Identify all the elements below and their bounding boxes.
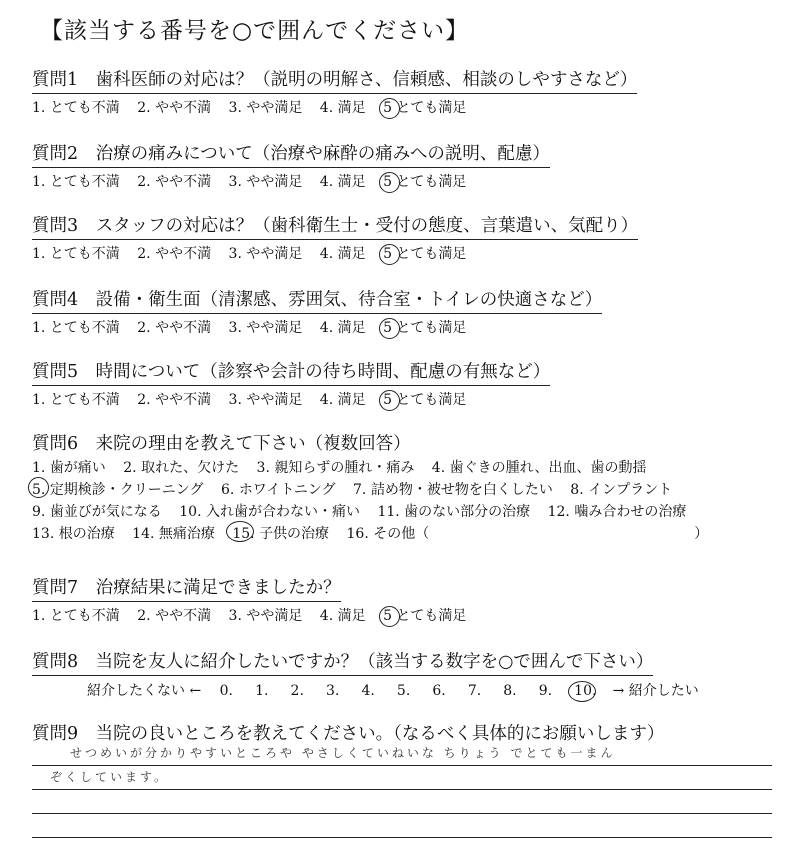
selected-option-circle[interactable]: 5 [383, 392, 392, 408]
option-label: 歯並びが気になる [49, 504, 162, 520]
option-number[interactable]: 1. [32, 460, 46, 476]
option-number[interactable]: 2. [137, 320, 151, 336]
option-label: 満足 [337, 392, 366, 408]
option-number[interactable]: 2. [137, 100, 151, 116]
option-number[interactable]: 2. [137, 174, 151, 190]
question-8 [32, 648, 792, 700]
option-label: やや満足 [246, 246, 303, 262]
question-5 [32, 358, 792, 409]
scale-number[interactable]: 3. [326, 683, 340, 699]
answer-line-4[interactable] [32, 814, 772, 838]
option-label: やや満足 [246, 608, 303, 624]
option-label: やや満足 [246, 320, 303, 336]
option-label: とても不満 [49, 608, 120, 624]
option-label: やや満足 [246, 174, 303, 190]
answer-line-3[interactable] [32, 790, 772, 814]
option-number[interactable]: 2. [123, 460, 137, 476]
selected-option-circle[interactable]: 5 [383, 320, 392, 336]
option-label: やや不満 [155, 392, 212, 408]
scale-number[interactable]: 2. [290, 683, 304, 699]
scale-number[interactable]: 9. [538, 683, 553, 699]
option-label: とても満足 [396, 608, 467, 624]
question-6-row-2 [32, 479, 792, 501]
question-6-row-3 [32, 501, 792, 523]
scale-number[interactable]: 7. [467, 683, 482, 699]
option-number[interactable]: 1. [32, 174, 46, 190]
question-1 [32, 66, 792, 117]
option-number[interactable]: 2. [137, 392, 151, 408]
answer-line-2[interactable] [32, 766, 772, 790]
option-number[interactable]: 3. [228, 174, 242, 190]
option-label: 取れた、欠けた [141, 460, 240, 476]
option-label: やや不満 [155, 174, 212, 190]
option-label: やや不満 [155, 100, 212, 116]
option-label: とても不満 [49, 320, 120, 336]
option-label: やや不満 [155, 320, 212, 336]
option-label: とても満足 [396, 392, 467, 408]
scale-left-label: 紹介したくない ← [87, 683, 202, 699]
scale-number[interactable]: 1. [255, 683, 269, 699]
question-1-options [32, 97, 792, 117]
question-2-title: 質問2 治療の痛みについて（治療や麻酔の痛みへの説明、配慮） [32, 140, 550, 168]
question-2-options [32, 171, 792, 191]
question-6-title: 質問6 来院の理由を教えて下さい（複数回答） [32, 434, 411, 454]
selected-option-circle[interactable]: 5. [32, 479, 45, 501]
scale-number[interactable]: 5. [396, 683, 411, 699]
question-5-options [32, 389, 792, 409]
option-number[interactable]: 1. [32, 392, 46, 408]
option-number[interactable]: 3. [228, 246, 242, 262]
selected-option-circle[interactable]: 10. [574, 683, 608, 699]
option-number[interactable]: 2. [137, 246, 151, 262]
question-8-title: 質問8 当院を友人に紹介したいですか？（該当する数字を○で囲んで下さい） [32, 648, 653, 676]
option-number[interactable]: 11. [377, 504, 400, 520]
option-label: とても満足 [396, 100, 467, 116]
option-label: 歯が痛い [49, 460, 106, 476]
option-number[interactable]: 3. [228, 608, 242, 624]
option-number[interactable]: 4. [319, 100, 334, 116]
option-number[interactable]: 3. [228, 100, 242, 116]
selected-option-circle[interactable]: 5 [383, 246, 392, 262]
option-label: 入れ歯が合わない・痛い [205, 504, 360, 520]
option-label: やや不満 [155, 608, 212, 624]
question-6 [32, 430, 792, 545]
option-label: やや満足 [246, 392, 303, 408]
question-4 [32, 286, 792, 337]
closing-paren: ） [694, 526, 709, 542]
option-label: 満足 [337, 320, 366, 336]
option-label: とても不満 [49, 100, 120, 116]
question-3-options [32, 243, 792, 263]
question-7-title: 質問7 治療結果に満足できましたか？ [32, 574, 341, 602]
option-number[interactable]: 1. [32, 246, 46, 262]
option-number[interactable]: 4. [319, 392, 334, 408]
scale-number[interactable]: 6. [432, 683, 446, 699]
question-6-row-1 [32, 457, 792, 479]
question-7 [32, 574, 792, 625]
option-number[interactable]: 10. [179, 504, 202, 520]
option-label: とても不満 [49, 246, 120, 262]
option-label: 満足 [337, 174, 366, 190]
option-number[interactable]: 2. [137, 608, 151, 624]
scale-number[interactable]: 0. [219, 683, 233, 699]
option-label: やや満足 [246, 100, 303, 116]
option-label: 詰め物・被せ物を白くしたい [370, 482, 553, 498]
option-label: とても不満 [49, 174, 120, 190]
question-3-title: 質問3 スタッフの対応は？（歯科衛生士・受付の態度、言葉遣い、気配り） [32, 212, 638, 240]
option-label: とても不満 [49, 392, 120, 408]
question-4-options [32, 317, 792, 337]
option-label: 満足 [337, 608, 366, 624]
option-number[interactable]: 3. [256, 460, 270, 476]
question-2 [32, 140, 792, 191]
option-number[interactable]: 1. [32, 320, 46, 336]
option-number[interactable]: 4. [319, 174, 334, 190]
option-number[interactable]: 1. [32, 608, 46, 624]
option-label: その他（ [373, 526, 430, 542]
option-number[interactable]: 14. [132, 526, 155, 542]
option-number[interactable]: 8. [570, 482, 584, 498]
handwritten-answer: せつめいが分かりやすいところや やさしくていねいな ちりょう でとても一まん [70, 746, 616, 760]
question-1-title: 質問1 歯科医師の対応は？（説明の明解さ、信頼感、相談のしやすさなど） [32, 66, 637, 94]
question-5-title: 質問5 時間について（診察や会計の待ち時間、配慮の有無など） [32, 358, 550, 386]
scale-number[interactable]: 4. [361, 683, 375, 699]
option-number[interactable]: 16. [346, 526, 369, 542]
option-label: ホワイトニング [238, 482, 336, 498]
option-number[interactable]: 3. [228, 320, 242, 336]
answer-lines [32, 742, 772, 838]
option-number[interactable]: 9. [32, 504, 46, 520]
question-4-title: 質問4 設備・衛生面（清潔感、雰囲気、待合室・トイレの快適さなど） [32, 286, 602, 314]
option-number[interactable]: 12. [547, 504, 570, 520]
option-label: とても満足 [396, 246, 467, 262]
question-9-title: 質問9 当院の良いところを教えてください。（なるべく具体的にお願いします） [32, 724, 665, 744]
selected-option-circle[interactable]: 5 [383, 174, 392, 190]
selected-option-circle[interactable]: 5 [383, 100, 392, 116]
selected-option-circle[interactable]: 5 [383, 608, 392, 624]
question-7-options [32, 605, 792, 625]
handwritten-answer: ぞくしています。 [50, 770, 170, 784]
option-label: 定期検診・クリーニング [49, 482, 204, 498]
option-number[interactable]: 4. [431, 460, 446, 476]
option-label: 親知らずの腫れ・痛み [274, 460, 415, 476]
option-number[interactable]: 6. [221, 482, 235, 498]
option-label: 子供の治療 [259, 526, 330, 542]
scale-right-label: → 紹介したい [612, 683, 699, 699]
option-label: 無痛治療 [158, 526, 215, 542]
option-label: 噛み合わせの治療 [574, 504, 687, 520]
option-number[interactable]: 4. [319, 608, 334, 624]
question-8-scale [32, 680, 792, 700]
option-label: 根の治療 [58, 526, 115, 542]
option-label: インプラント [588, 482, 673, 498]
option-label: とても満足 [396, 320, 467, 336]
option-number[interactable]: 3. [228, 392, 242, 408]
selected-option-circle[interactable]: 15. [232, 523, 254, 545]
option-number[interactable]: 7. [353, 482, 367, 498]
option-number[interactable]: 1. [32, 100, 46, 116]
option-label: 満足 [337, 100, 366, 116]
option-number[interactable]: 4. [319, 320, 334, 336]
option-label: とても満足 [396, 174, 467, 190]
question-3 [32, 212, 792, 263]
option-label: 歯ぐきの腫れ、出血、歯の動揺 [449, 460, 647, 476]
option-number[interactable]: 4. [319, 246, 334, 262]
instruction-header: 【該当する番号を○で囲んでください】 [40, 18, 470, 44]
option-label: 歯のない部分の治療 [404, 504, 531, 520]
question-6-row-4 [32, 523, 792, 545]
answer-line-1[interactable] [32, 742, 772, 766]
option-number[interactable]: 13. [32, 526, 55, 542]
option-label: 満足 [337, 246, 366, 262]
scale-number[interactable]: 8. [503, 683, 517, 699]
option-label: やや不満 [155, 246, 212, 262]
